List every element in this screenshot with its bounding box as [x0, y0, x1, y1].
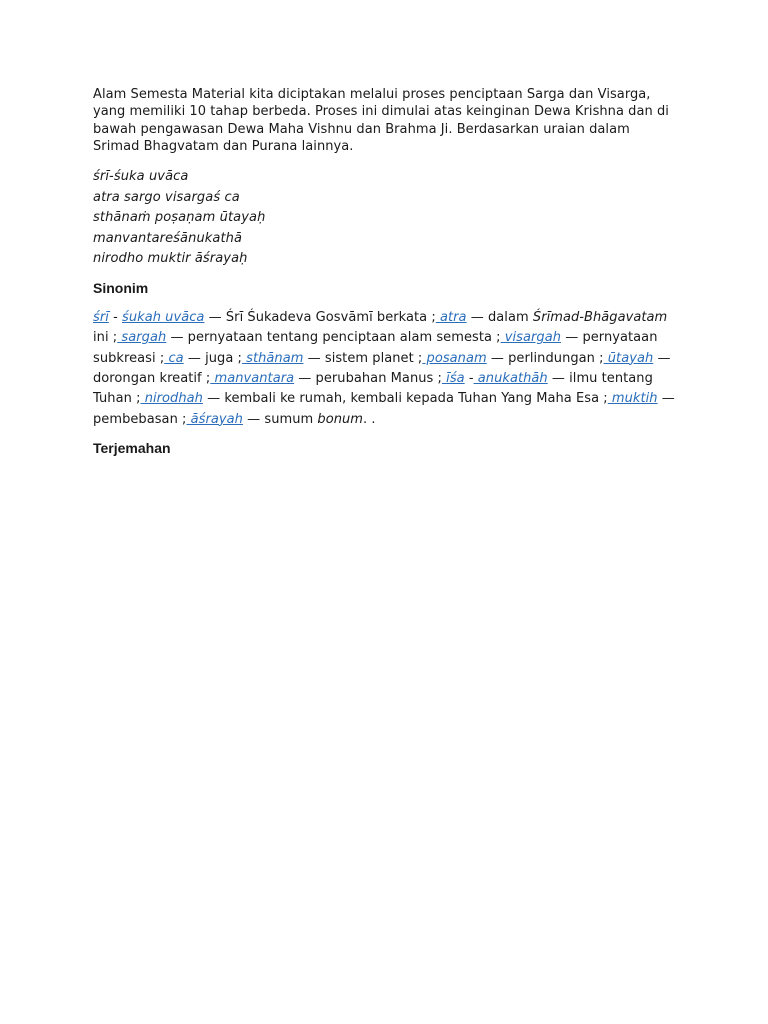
synonym-link-anukathah[interactable]: anukathāh: [473, 370, 548, 386]
sanskrit-verse: [93, 167, 678, 270]
synonym-link-uvaca[interactable]: uvāca: [161, 309, 205, 325]
synonym-meaning: — sumum: [242, 411, 318, 427]
synonym-meaning: — pembebasan ;: [93, 391, 675, 427]
synonym-link-visargah[interactable]: visargah: [500, 330, 562, 346]
synonym-meaning: — perubahan Manus ;: [294, 370, 442, 386]
synonym-meaning-emphasis: bonum: [317, 411, 364, 427]
synonym-link-atra[interactable]: atra: [435, 309, 467, 325]
synonym-meaning: — juga ;: [183, 350, 242, 366]
synonym-meaning: . .: [363, 411, 376, 427]
document-page: [93, 86, 678, 458]
verse-line: nirodho muktir āśrayaḥ: [93, 251, 248, 267]
synonym-meaning: — dorongan kreatif ;: [93, 350, 671, 386]
synonym-link-sargah[interactable]: sargah: [117, 330, 167, 346]
synonyms-paragraph: [93, 308, 678, 430]
synonym-link-isa[interactable]: īśa: [441, 370, 465, 386]
synonym-link-sri[interactable]: śrī: [93, 309, 109, 325]
synonym-link-asrayah[interactable]: āśrayah: [186, 411, 243, 427]
synonym-meaning-emphasis: Śrīmad-Bhāgavatam: [532, 309, 668, 325]
synonym-link-ca[interactable]: ca: [164, 350, 184, 366]
synonym-link-posanam[interactable]: posanam: [422, 350, 487, 366]
synonym-meaning: ini ;: [93, 330, 118, 346]
synonym-meaning: — pernyataan subkreasi ;: [93, 330, 658, 366]
verse-line: śrī-śuka uvāca: [93, 169, 189, 185]
synonym-link-utayah[interactable]: ūtayah: [603, 350, 654, 366]
synonym-meaning: — kembali ke rumah, kembali kepada Tuhan Yang Maha Esa ;: [202, 391, 608, 407]
synonym-link-sukah[interactable]: śukah: [122, 309, 161, 325]
synonym-link-muktih[interactable]: muktih: [607, 391, 658, 407]
synonym-link-manvantara[interactable]: manvantara: [210, 370, 295, 386]
synonym-separator: -: [108, 309, 122, 325]
verse-line: atra sargo visargaś ca: [93, 189, 240, 205]
synonym-meaning: — pernyataan tentang penciptaan alam semesta ;: [166, 330, 501, 346]
translation-heading: Terjemahan: [93, 440, 171, 457]
verse-line: sthānaṁ poṣaṇam ūtayaḥ: [93, 210, 266, 226]
verse-line: manvantareśānukathā: [93, 230, 243, 246]
synonym-meaning: — dalam: [466, 309, 533, 325]
synonym-meaning: — Śrī Śukadeva Gosvāmī berkata ;: [204, 309, 436, 325]
synonyms-heading: Sinonim: [93, 279, 149, 296]
synonym-meaning: — perlindungan ;: [486, 350, 604, 366]
intro-paragraph: Alam Semesta Material kita diciptakan melalui proses penciptaan Sarga dan Visarga, yang memiliki 10 tahap berbeda. Proses ini dimulai atas keinginan Dewa Krishna dan di bawah pengawasan Dewa Maha Vishnu dan Brahma Ji. Berdasarkan uraian dalam Srimad Bhagvatam dan Purana lainnya.: [93, 87, 669, 154]
synonym-meaning: — sistem planet ;: [303, 350, 423, 366]
synonym-link-sthanam[interactable]: sthānam: [241, 350, 304, 366]
synonym-link-nirodhah[interactable]: nirodhah: [140, 391, 203, 407]
synonym-meaning: — ilmu tentang Tuhan ;: [93, 370, 653, 407]
synonym-separator: -: [464, 370, 474, 386]
